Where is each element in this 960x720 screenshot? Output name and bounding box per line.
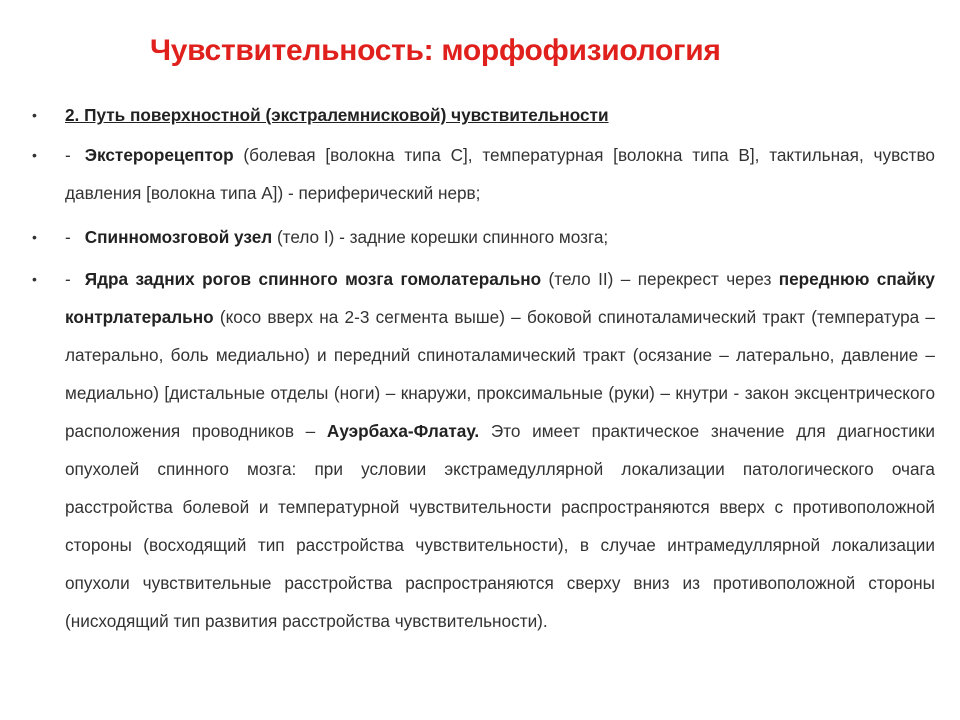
- section-heading: 2. Путь поверхностной (экстралемнисковой) чувствительности: [65, 105, 609, 125]
- term-dorsal-horn-nuclei: Ядра задних рогов спинного мозга гомолатерально: [84, 269, 542, 289]
- dash: -: [65, 145, 71, 165]
- term-auerbach-flatau: Ауэрбаха-Флатау.: [326, 421, 480, 441]
- dash: -: [65, 227, 71, 247]
- bullet-icon: •: [32, 147, 37, 163]
- list-item-exteroreceptor: [30, 136, 935, 212]
- item-text: (болевая [волокна типа C], температурная [волокна типа B], тактильная, чувство давления [волокна типа A]) - периферический нерв;: [65, 145, 935, 203]
- item-text: (тело I) - задние корешки спинного мозга;: [272, 227, 609, 247]
- list-item-heading: [30, 96, 935, 134]
- bullet-list: [30, 96, 935, 640]
- item-text: (косо вверх на 2-3 сегмента выше) – боковой спиноталамический тракт (температура – латерально, боль медиально) и передний спиноталамический тракт (осязание – латерально, давление – медиально) [дистальные отделы (ноги) – кнаружи, проксимальные (руки) – кнутри - закон эксцентрического расположения проводников –: [65, 307, 935, 441]
- item-text: Это имеет практическое значение для диагностики опухолей спинного мозга: при условии экстрамедуллярной локализации патологического очага расстройства болевой и температурной чувствительности распространяются вверх с противоположной стороны (восходящий тип расстройства чувствительности), в случае интрамедуллярной локализации опухоли чувствительные расстройства распространяются сверху вниз из противоположной стороны (нисходящий тип развития расстройства чувствительности).: [65, 421, 935, 631]
- bullet-icon: •: [32, 271, 37, 287]
- dash: -: [65, 269, 71, 289]
- list-item-dorsal-horn: [30, 260, 935, 640]
- bullet-icon: •: [32, 229, 37, 245]
- item-text: (тело II) – перекрест через: [541, 269, 779, 289]
- slide-title: Чувствительность: морфофизиология: [150, 34, 721, 67]
- term-anterior-commissure: переднюю спайку контрлатерально: [65, 269, 935, 327]
- bullet-icon: •: [32, 107, 37, 123]
- term-exteroreceptor: Экстерорецептор: [84, 145, 234, 165]
- term-spinal-ganglion: Спинномозговой узел: [84, 227, 273, 247]
- list-item-spinal-ganglion: [30, 218, 935, 256]
